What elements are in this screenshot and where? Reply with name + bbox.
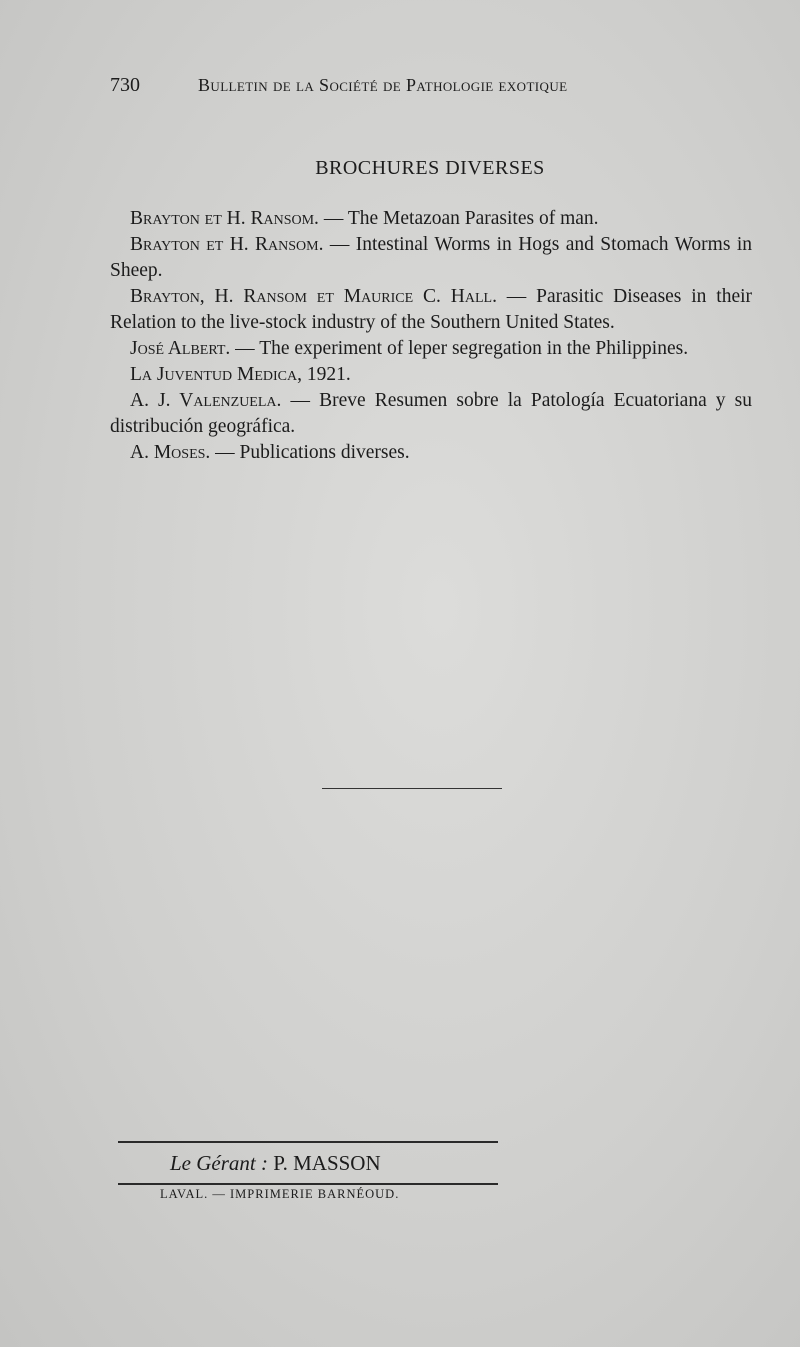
entry-authors: Brayton, H. Ransom et Maurice C. Hall.	[130, 286, 497, 307]
entry-authors: José Albert.	[130, 338, 231, 359]
brochure-entry	[110, 388, 752, 440]
entry-authors: Brayton et H. Ransom.	[130, 234, 324, 255]
section-divider	[322, 788, 502, 789]
footer-rule-top	[118, 1141, 498, 1143]
entry-authors: La Juventud Medica,	[130, 364, 303, 385]
gerant-label: Le Gérant :	[170, 1151, 268, 1175]
entry-title: — The experiment of leper segregation in the Philippines.	[230, 338, 689, 359]
journal-title: Bulletin de la Société de Pathologie exotique	[198, 75, 568, 95]
entry-title: — Parasitic Diseases in their Relation to the live-stock industry of the Southern United States.	[110, 286, 753, 333]
section-title: BROCHURES DIVERSES	[315, 157, 545, 179]
entry-title: — Publications diverses.	[210, 442, 410, 463]
brochure-entry	[110, 336, 752, 362]
printer-imprint: LAVAL. — IMPRIMERIE BARNÉOUD.	[160, 1187, 400, 1201]
entry-authors: A. J. Valenzuela.	[130, 390, 282, 411]
entry-title: 1921.	[302, 364, 351, 385]
brochure-entry	[110, 206, 752, 232]
entry-title: — Breve Resumen sobre la Patología Ecuatoriana y su distribución geográfica.	[110, 390, 752, 437]
entry-title: — Intestinal Worms in Hogs and Stomach Worms in Sheep.	[110, 234, 752, 281]
running-head	[110, 74, 670, 102]
brochure-list	[110, 206, 752, 466]
gerant-line	[170, 1151, 381, 1176]
brochure-entry	[110, 440, 752, 466]
brochure-entry	[110, 232, 752, 284]
entry-title: — The Metazoan Parasites of man.	[318, 208, 599, 229]
page-number: 730	[110, 74, 140, 96]
entry-authors: A. Moses.	[130, 442, 211, 463]
brochure-entry	[110, 362, 752, 388]
gerant-name: P. MASSON	[268, 1151, 381, 1175]
brochure-entry	[110, 284, 752, 336]
footer-rule-bottom	[118, 1183, 498, 1185]
entry-authors: Brayton et H. Ransom.	[130, 208, 319, 229]
